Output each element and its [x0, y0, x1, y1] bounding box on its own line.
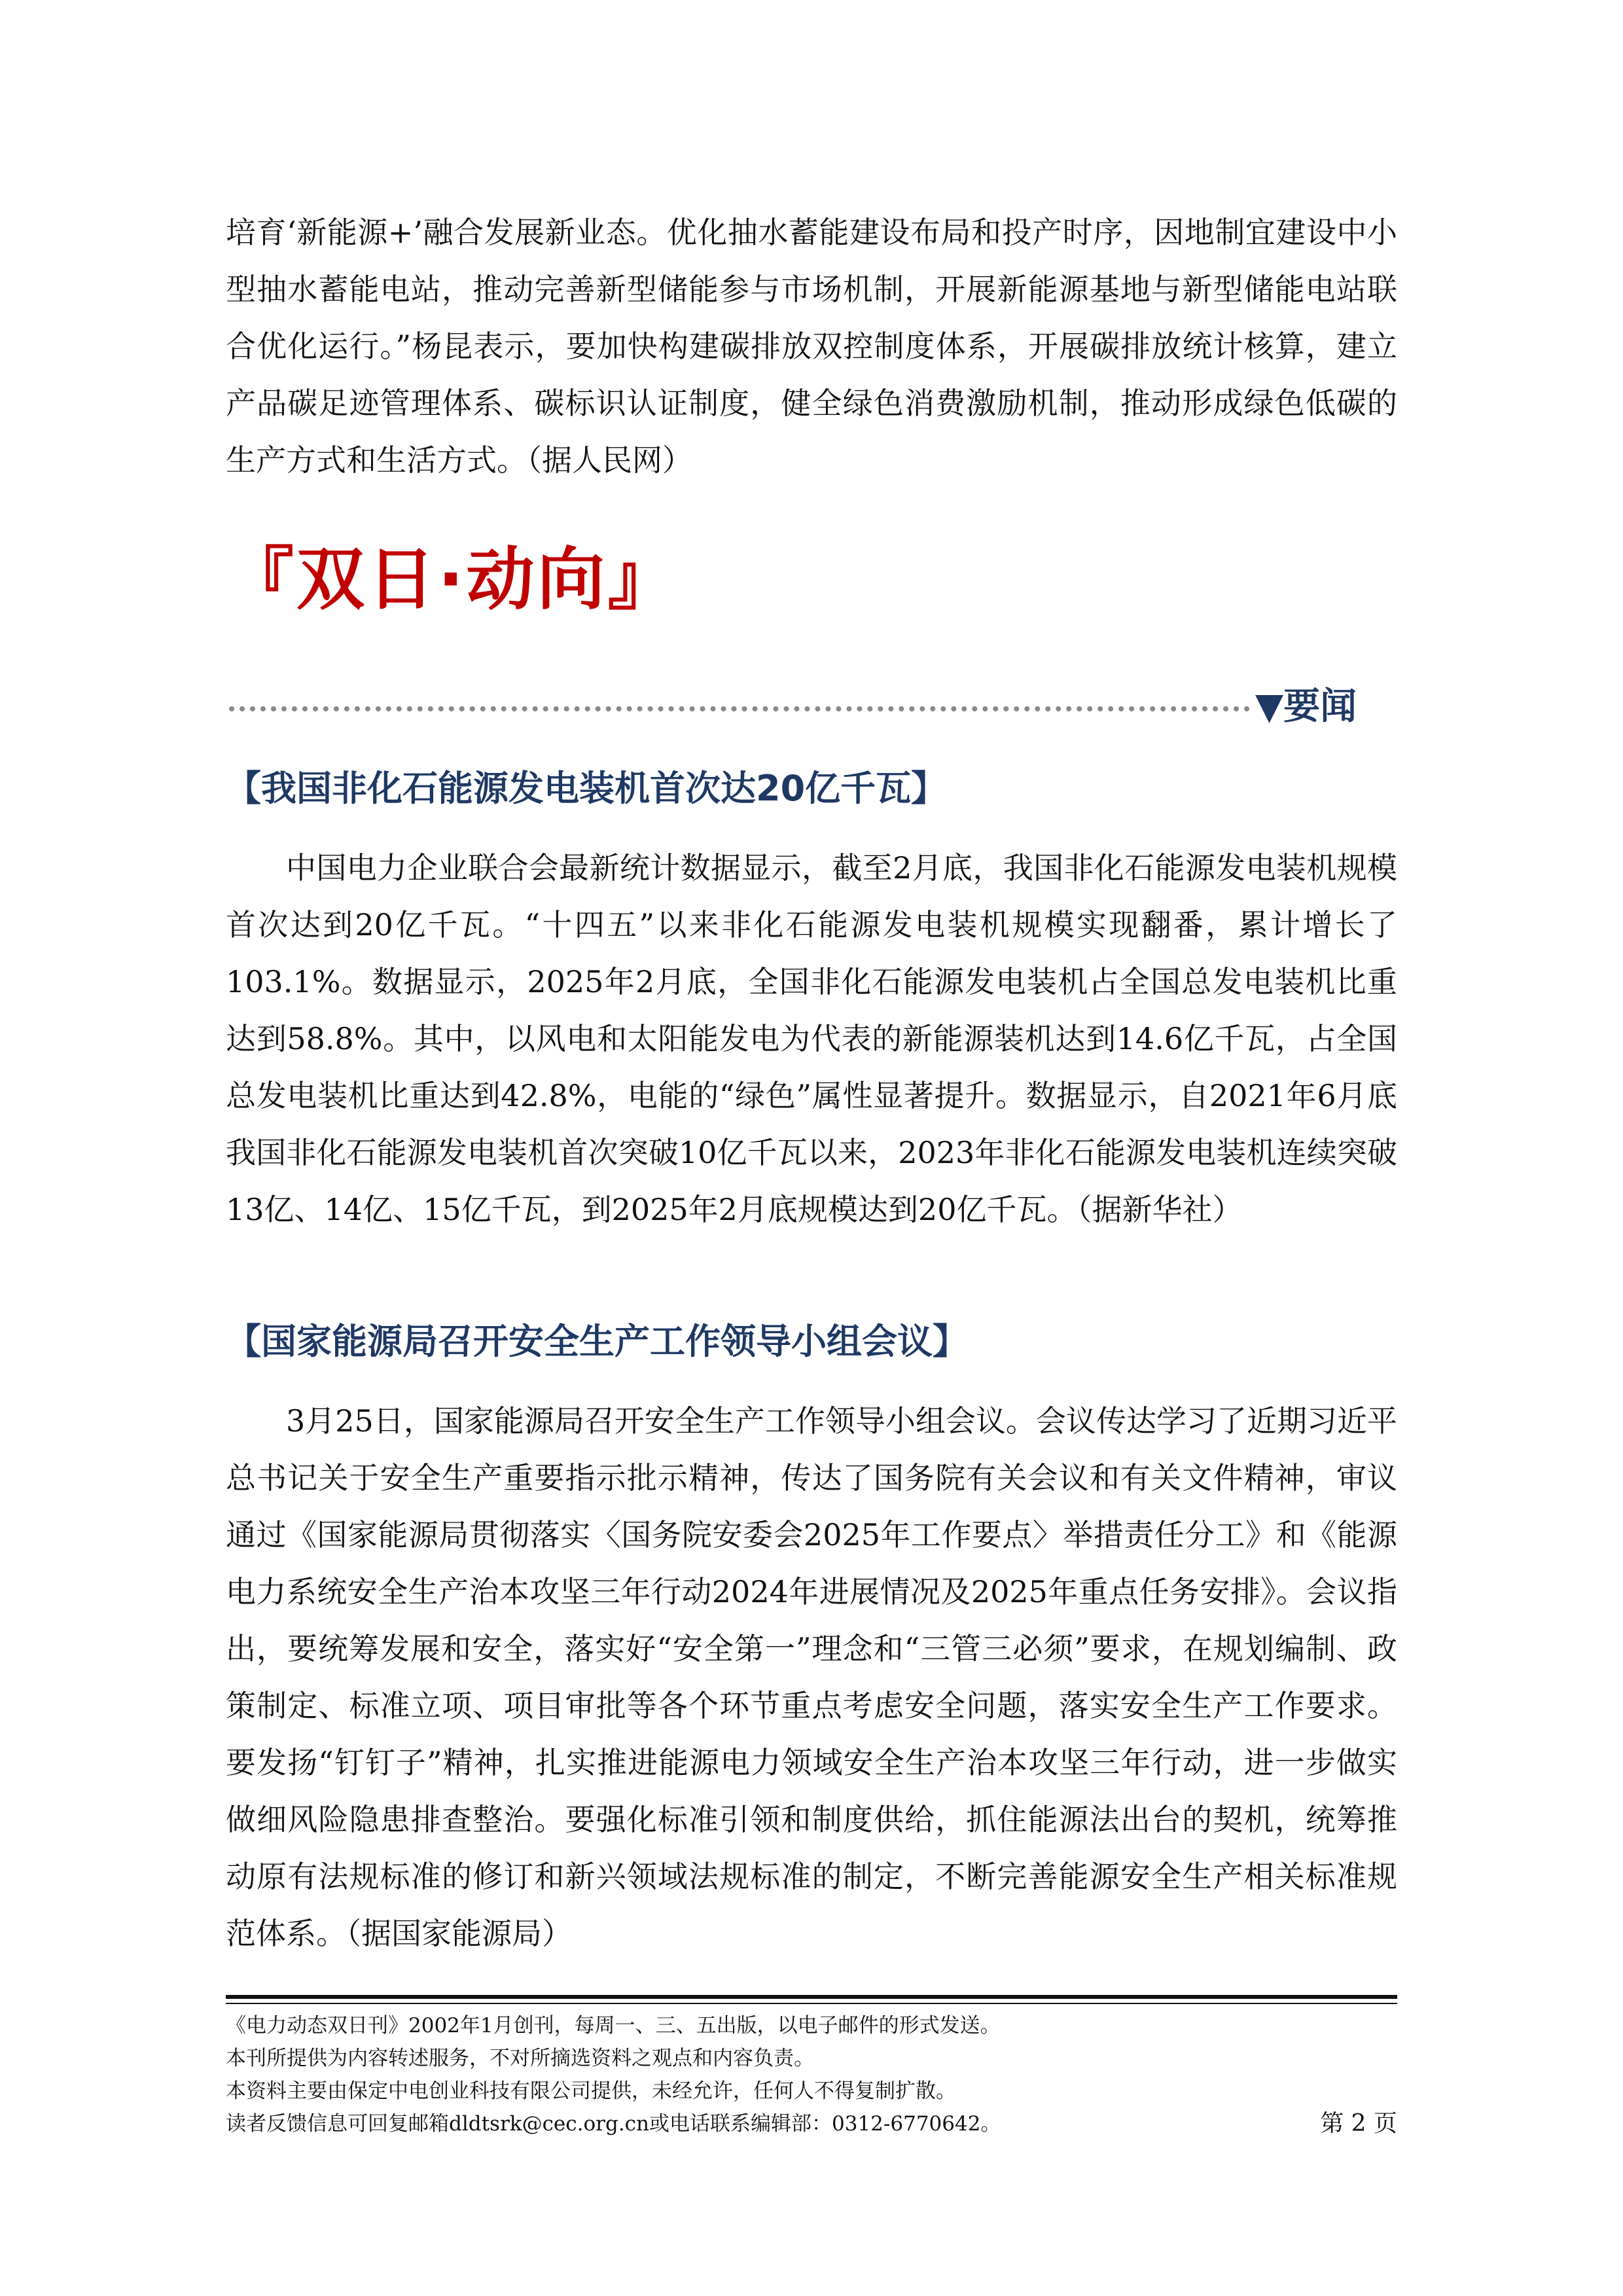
footer-notes	[226, 2009, 1397, 2140]
article-headline: 【我国非化石能源发电装机首次达20亿千瓦】	[226, 768, 947, 809]
footer-line-disclaimer: 本刊所提供为内容转述服务，不对所摘选资料之观点和内容负责。	[226, 2047, 814, 2070]
article-body: 中国电力企业联合会最新统计数据显示，截至2月底，我国非化石能源发电装机规模首次达到20亿千瓦。“十四五”以来非化石能源发电装机规模实现翻番，累计增长了103.1%。数据显示，2025年2月底，全国非化石能源发电装机占全国总发电装机比重达到58.8%。其中，以风电和太阳能发电为代表的新能源装机达到14.6亿千瓦，占全国总发电装机比重达到42.8%，电能的“绿色”属性显著提升。数据显示，自2021年6月底我国非化石能源发电装机首次突破10亿千瓦以来，2023年非化石能源发电装机连续突破13亿、14亿、15亿千瓦，到2025年2月底规模达到20亿千瓦。（据新华社）	[226, 850, 1397, 1227]
article-body: 3月25日，国家能源局召开安全生产工作领导小组会议。会议传达学习了近期习近平总书记关于安全生产重要指示批示精神，传达了国务院有关会议和有关文件精神，审议通过《国家能源局贯彻落实〈国务院安委会2025年工作要点〉举措责任分工》和《能源电力系统安全生产治本攻坚三年行动2024年进展情况及2025年重点任务安排》。会议指出，要统筹发展和安全，落实好“安全第一”理念和“三管三必须”要求，在规划编制、政策制定、标准立项、项目审批等各个环节重点考虑安全问题，落实安全生产工作要求。要发扬“钉钉子”精神，扎实推进能源电力领域安全生产治本攻坚三年行动，进一步做实做细风险隐患排查整治。要强化标准引领和制度供给，抓住能源法出台的契机，统筹推动原有法规标准的修订和新兴领域法规标准的制定，不断完善能源安全生产相关标准规范体系。（据国家能源局）	[226, 1403, 1397, 1951]
section-tag-news: ▼要闻	[1255, 685, 1357, 728]
page-number: 第 2 页	[1320, 2110, 1397, 2137]
dotted-divider	[229, 706, 1250, 711]
footer-line-publication: 《电力动态双日刊》2002年1月创刊，每周一、三、五出版，以电子邮件的形式发送。	[226, 2014, 1001, 2037]
intro-paragraph: 培育‘新能源+’融合发展新业态。优化抽水蓄能建设布局和投产时序，因地制宜建设中小型抽水蓄能电站，推动完善新型储能参与市场机制，开展新能源基地与新型储能电站联合优化运行。”杨昆表示，要加快构建碳排放双控制度体系，开展碳排放统计核算，建立产品碳足迹管理体系、碳标识认证制度，健全绿色消费激励机制，推动形成绿色低碳的生产方式和生活方式。（据人民网）	[226, 215, 1397, 478]
article-headline: 【国家能源局召开安全生产工作领导小组会议】	[226, 1321, 968, 1362]
section-title: 『双日·动向』	[226, 539, 679, 619]
footer-rule	[226, 2003, 1397, 2004]
footer-rule	[226, 1995, 1397, 1999]
footer-line-copyright: 本资料主要由保定中电创业科技有限公司提供，未经允许，任何人不得复制扩散。	[226, 2079, 956, 2103]
footer-line-contact: 读者反馈信息可回复邮箱dldtsrk@cec.org.cn或电话联系编辑部：0312-6770642。	[226, 2112, 1001, 2136]
